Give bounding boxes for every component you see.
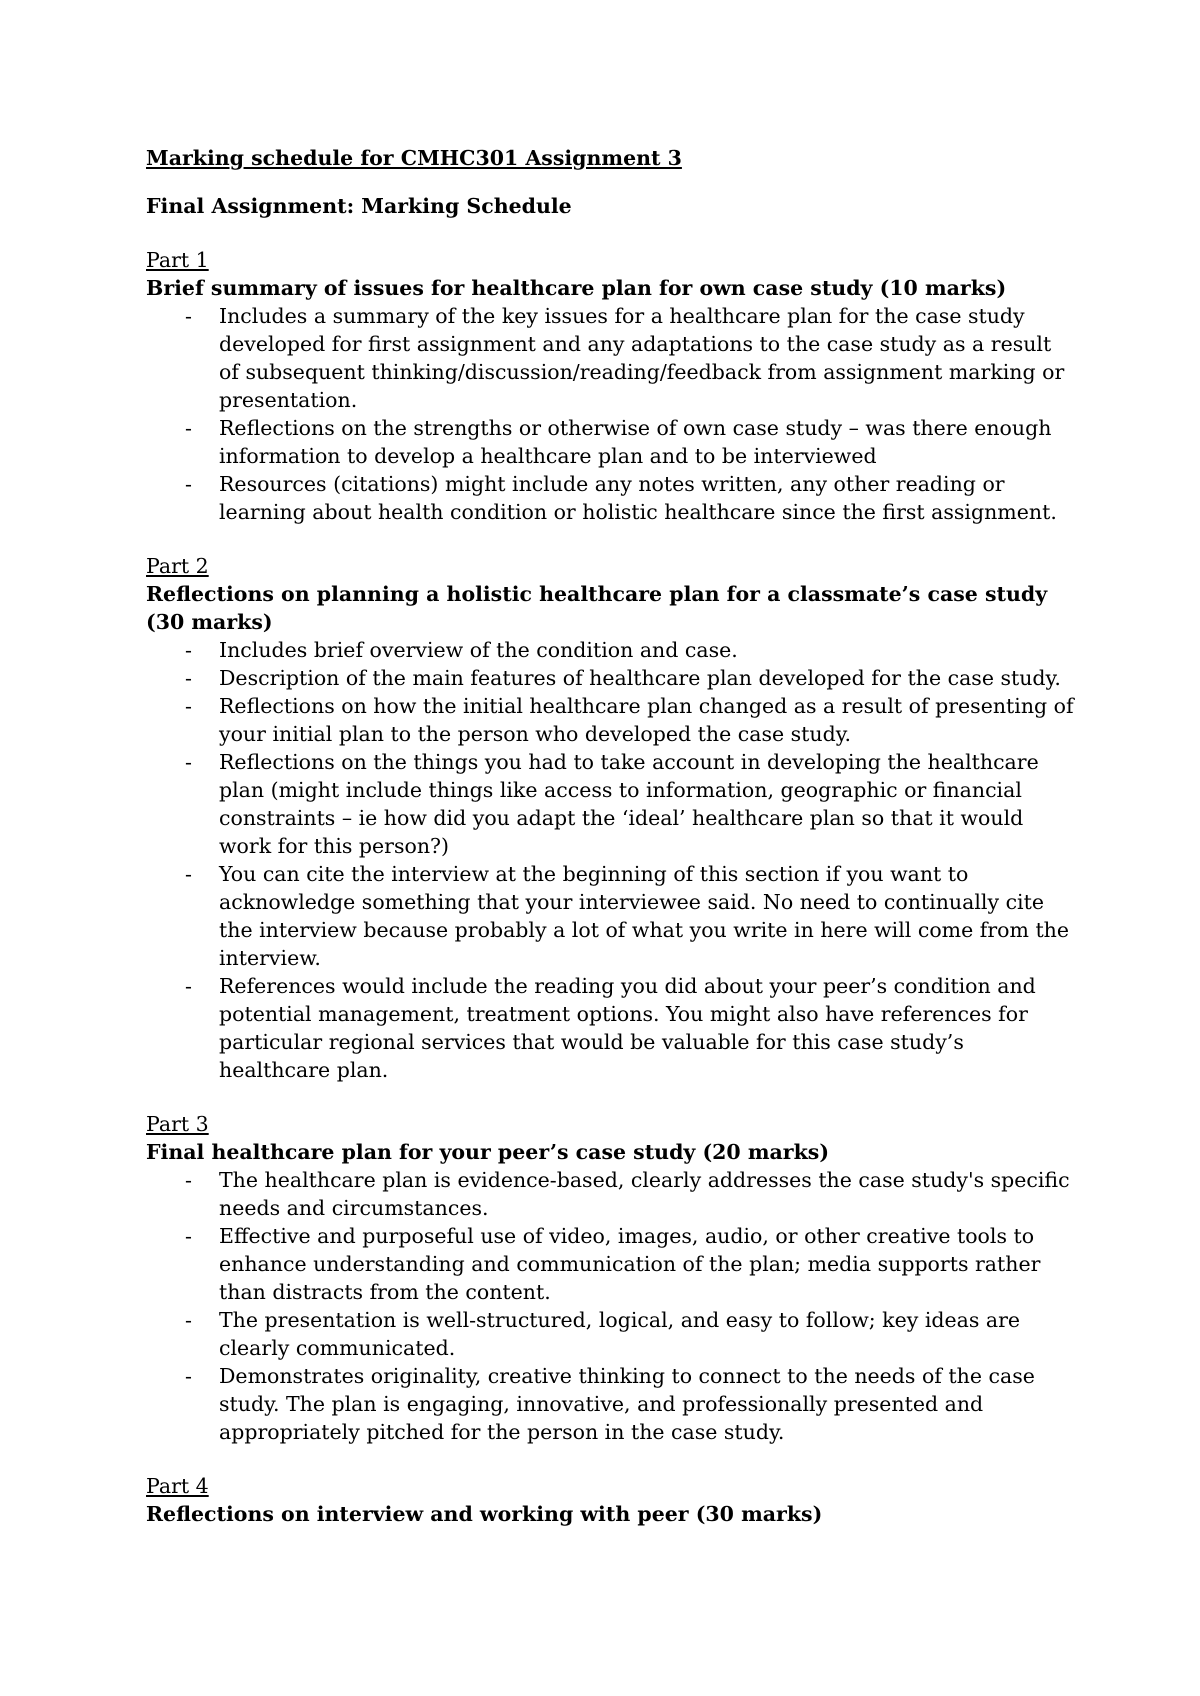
dash-bullet-icon: - [185,750,192,774]
criteria-item [146,1362,1076,1446]
part-heading: Final healthcare plan for your peer’s case study (20 marks) [146,1140,830,1164]
part-label: Part 1 [146,248,209,272]
part-heading: Reflections on interview and working with peer (30 marks) [146,1502,823,1526]
dash-bullet-icon: - [185,638,192,662]
criteria-text: You can cite the interview at the beginning of this section if you want to acknowledge something that your interviewee said. No need to continually cite the interview because probably a lot of what you write in here will come from the interview. [219,862,1070,970]
criteria-item [146,664,1076,692]
criteria-item [146,972,1076,1084]
part-label: Part 3 [146,1112,209,1136]
dash-bullet-icon: - [185,862,192,886]
dash-bullet-icon: - [185,304,192,328]
dash-bullet-icon: - [185,666,192,690]
dash-bullet-icon: - [185,416,192,440]
dash-bullet-icon: - [185,694,192,718]
criteria-text: Description of the main features of healthcare plan developed for the case study. [219,666,1061,690]
document-title: Marking schedule for CMHC301 Assignment 3 [146,146,682,170]
section-part-3 [146,1110,1076,1446]
criteria-text: Demonstrates originality, creative thinking to connect to the needs of the case study. The plan is engaging, innovative, and professionally presented and appropriately pitched for the person in the case study. [219,1364,1035,1444]
criteria-item [146,860,1076,972]
criteria-text: Includes a summary of the key issues for a healthcare plan for the case study developed for first assignment and any adaptations to the case study as a result of subsequent thinking/discussion/reading/feedback from assignment marking or presentation. [219,304,1065,412]
criteria-text: Effective and purposeful use of video, images, audio, or other creative tools to enhance understanding and communication of the plan; media supports rather than distracts from the content. [219,1224,1041,1304]
criteria-text: References would include the reading you did about your peer’s condition and potential management, treatment options. You might also have references for particular regional services that would be valuable for this case study’s healthcare plan. [219,974,1036,1082]
criteria-text: The healthcare plan is evidence-based, clearly addresses the case study's specific needs and circumstances. [219,1168,1070,1220]
criteria-text: Reflections on the things you had to take account in developing the healthcare plan (might include things like access to information, geographic or financial constraints – ie how did you adapt the ‘ideal’ healthcare plan so that it would work for this person?) [219,750,1039,858]
document-page [146,144,1076,1528]
section-part-2 [146,552,1076,1084]
dash-bullet-icon: - [185,1224,192,1248]
criteria-item [146,636,1076,664]
criteria-item [146,1306,1076,1362]
criteria-list [146,636,1076,1084]
section-part-4 [146,1472,1076,1528]
criteria-item [146,748,1076,860]
part-label: Part 4 [146,1474,209,1498]
criteria-item [146,302,1076,414]
document-subtitle: Final Assignment: Marking Schedule [146,194,572,218]
part-label: Part 2 [146,554,209,578]
criteria-item [146,470,1076,526]
criteria-text: Reflections on how the initial healthcare plan changed as a result of presenting of your initial plan to the person who developed the case study. [219,694,1074,746]
criteria-item [146,692,1076,748]
sections-container [146,246,1076,1528]
criteria-text: Reflections on the strengths or otherwise of own case study – was there enough information to develop a healthcare plan and to be interviewed [219,416,1052,468]
criteria-list [146,1166,1076,1446]
part-heading: Brief summary of issues for healthcare plan for own case study (10 marks) [146,276,1007,300]
dash-bullet-icon: - [185,1364,192,1388]
part-heading: Reflections on planning a holistic healthcare plan for a classmate’s case study (30 marks) [146,582,1048,634]
criteria-item [146,1222,1076,1306]
section-part-1 [146,246,1076,526]
criteria-text: Resources (citations) might include any notes written, any other reading or learning about health condition or holistic healthcare since the first assignment. [219,472,1057,524]
criteria-list [146,302,1076,526]
dash-bullet-icon: - [185,472,192,496]
dash-bullet-icon: - [185,974,192,998]
criteria-text: Includes brief overview of the condition and case. [219,638,738,662]
dash-bullet-icon: - [185,1308,192,1332]
criteria-item [146,1166,1076,1222]
dash-bullet-icon: - [185,1168,192,1192]
criteria-item [146,414,1076,470]
criteria-text: The presentation is well-structured, logical, and easy to follow; key ideas are clearly communicated. [219,1308,1021,1360]
